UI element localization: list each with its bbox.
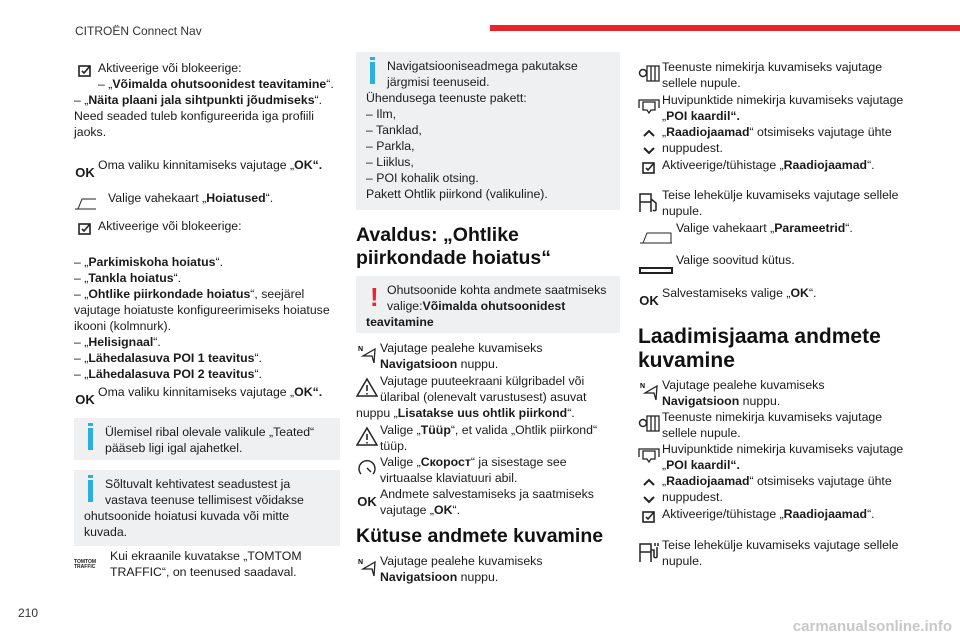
bold-text: OK“. <box>294 385 323 399</box>
info-icon <box>370 62 375 84</box>
paragraph-text <box>380 341 542 371</box>
paragraph-text <box>662 410 882 440</box>
text-segment: Vajutage puuteekraani külgribadel või ülaribal (olenevalt varustusest) asuvat nuppu „ <box>356 374 587 420</box>
chevron-up-down-icon <box>638 124 660 156</box>
checkbox-icon <box>638 506 660 536</box>
instruction-radio-search-2 <box>638 473 910 505</box>
info-icon <box>88 480 93 502</box>
paragraph-text <box>74 255 330 381</box>
bold-text: Parkimiskoha hoiatus <box>88 255 216 269</box>
paragraph-text <box>366 283 606 329</box>
text-segment: Valige vahekaart „ <box>676 221 775 235</box>
text-segment: Sõltuvalt kehtivatest seadustest ja vastava teenuse tellimisest võidakse ohutsoonide hoiatusi kuvada või mitte kuvada. <box>84 477 304 539</box>
text-segment: „ <box>662 125 667 139</box>
paragraph-text <box>366 59 578 201</box>
warning-options-list <box>74 254 342 382</box>
text-segment: Aktiveerige või blokeerige: – „ <box>98 61 242 91</box>
text-segment: Huvipunktide nimekirja kuvamiseks vajutage „ <box>662 93 904 123</box>
text-segment: Salvestamiseks valige „ <box>662 286 791 300</box>
text-segment: Vajutage pealehe kuvamiseks <box>380 341 543 355</box>
text-segment: “. <box>265 191 274 205</box>
warning-box <box>356 276 620 333</box>
text-segment: Teenuste nimekirja kuvamiseks vajutage sellele nupule. <box>662 60 883 90</box>
text-segment: “. <box>808 286 817 300</box>
paragraph-text <box>676 221 853 235</box>
instruction-ok-2 <box>74 384 342 414</box>
bold-text: Lähedalasuva POI 1 teavitus <box>88 351 255 365</box>
text-segment: “. <box>845 221 853 235</box>
services-map-icon <box>638 409 660 439</box>
bold-text: Ohtlike piirkondade hoiatus <box>88 287 251 301</box>
paragraph-text <box>105 425 314 455</box>
text-segment: “, et valida „Ohtlik piirkond“ tüüp. <box>380 423 598 453</box>
text-segment: nuppu. <box>457 357 499 371</box>
paragraph-text <box>662 538 899 568</box>
ok-icon: OK <box>639 293 659 308</box>
text-segment: Teise lehekülje kuvamiseks vajutage sellele nupule. <box>662 538 899 568</box>
text-segment: Vajutage pealehe kuvamiseks <box>662 378 825 392</box>
chevron-up-down-icon <box>638 473 660 505</box>
document-header-title: CITROËN Connect Nav <box>75 24 202 38</box>
paragraph-text <box>356 374 586 420</box>
text-segment: Oma valiku kinnitamiseks vajutage „ <box>98 385 295 399</box>
warning-triangle-icon <box>356 422 378 452</box>
instruction-activate <box>74 60 342 140</box>
text-segment: nuppu. <box>457 570 499 584</box>
text-segment: Teenuste nimekirja kuvamiseks vajutage sellele nupule. <box>662 410 883 440</box>
text-segment: Huvipunktide nimekirja kuvamiseks vajutage „ <box>662 442 904 472</box>
text-segment: nuppu. <box>739 394 781 408</box>
instruction-charging-page <box>638 537 910 569</box>
svg-text:N: N <box>358 559 364 566</box>
paragraph-text <box>98 158 322 172</box>
instruction-fuel-select <box>638 252 910 282</box>
exclamation-icon: ! <box>370 282 379 312</box>
instruction-type <box>356 422 620 454</box>
speedometer-icon <box>356 454 378 484</box>
bold-text: POI kaardil“. <box>666 458 740 472</box>
header-accent-bar <box>490 25 960 31</box>
paragraph-text <box>676 253 795 267</box>
ok-icon: OK <box>75 165 95 180</box>
text-segment: “. <box>254 367 262 381</box>
paragraph-text <box>108 191 273 205</box>
warning-triangle-icon <box>356 373 378 403</box>
section-heading-danger-zone: Avaldus: „Ohtlike piirkondade hoiatus“ <box>356 224 552 269</box>
selection-bar-icon <box>638 252 674 282</box>
bold-text: OK <box>434 503 453 517</box>
text-segment: Valige „ <box>380 455 421 469</box>
info-box-legal <box>74 470 340 546</box>
info-box-services <box>356 52 620 210</box>
paragraph-text <box>662 474 892 504</box>
instruction-save-send <box>356 486 620 518</box>
bold-text: OK <box>790 286 809 300</box>
bold-text: Lähedalasuva POI 2 teavitus <box>88 367 255 381</box>
checkbox-icon <box>74 218 96 248</box>
bold-text: Näita plaani jala sihtpunkti jõudmiseks <box>88 93 315 107</box>
paragraph-text <box>662 188 899 218</box>
text-segment: “. <box>567 406 575 420</box>
text-segment: “. – „ <box>74 255 223 285</box>
instruction-speed <box>356 454 620 486</box>
paragraph-text <box>74 61 334 139</box>
tab-icon <box>74 190 96 220</box>
navigation-icon <box>356 553 378 583</box>
instruction-poi-2 <box>638 441 910 473</box>
paragraph-text <box>662 125 892 155</box>
poi-icon <box>638 92 660 122</box>
tomtom-traffic-logo: TOMTOM TRAFFIC <box>74 559 97 570</box>
paragraph-text <box>662 507 875 521</box>
text-segment: “. – „ <box>74 351 262 381</box>
text-segment: “ otsimiseks vajutage ühte nuppudest. <box>662 125 892 155</box>
text-segment: “. – „ <box>74 77 334 107</box>
ok-icon: OK <box>75 392 95 407</box>
bold-text: Navigatsioon <box>380 357 458 371</box>
text-segment: “, seejärel vajutage hoiatuste konfigureerimiseks hoiatuse ikooni (kolmnurk). – „ <box>74 287 330 349</box>
text-segment: Vajutage pealehe kuvamiseks <box>380 554 543 568</box>
paragraph-text <box>380 487 594 517</box>
text-segment: “. <box>452 503 460 517</box>
charging-station-icon <box>638 537 660 567</box>
checkbox-icon <box>638 157 660 187</box>
instruction-radio-search <box>638 124 910 156</box>
text-segment: “. – „ <box>74 271 182 301</box>
text-segment: Valige „ <box>380 423 421 437</box>
instruction-services-2 <box>638 409 910 441</box>
text-segment: Aktiveerige/tühistage „ <box>662 158 784 172</box>
instruction-ok <box>74 157 342 187</box>
bold-text: OK“. <box>294 158 323 172</box>
info-icon <box>88 428 93 450</box>
checkbox-icon <box>74 60 96 90</box>
text-segment: “. Need seaded tuleb konfigureerida iga profiili jaoks. <box>74 93 323 139</box>
text-segment: “ otsimiseks vajutage ühte nuppudest. <box>662 474 892 504</box>
bold-text: Võimalda ohutsoonidest teavitamine <box>366 299 566 329</box>
instruction-poi <box>638 92 910 124</box>
paragraph-text <box>380 455 567 485</box>
services-map-icon <box>638 59 660 89</box>
text-segment: Kui ekraanile kuvatakse „TOMTOM TRAFFIC“, on teenused saadaval. <box>110 549 302 579</box>
bold-text: Lisatakse uus ohtlik piirkond <box>397 406 568 420</box>
instruction-fuel-page <box>638 187 910 219</box>
instruction-tab <box>74 190 342 220</box>
navigation-icon <box>356 340 378 370</box>
text-segment: „ <box>662 474 667 488</box>
bold-text: Raadiojaamad <box>783 507 868 521</box>
instruction-parameters-tab <box>638 220 910 250</box>
paragraph-text <box>662 60 882 90</box>
instruction-navigation-2 <box>356 553 620 585</box>
text-segment: Ülemisel ribal olevale valikule „Teated“ pääseb ligi igal ajahetkel. <box>105 425 315 455</box>
text-segment: “. – „ <box>74 335 161 365</box>
text-segment: Oma valiku kinnitamiseks vajutage „ <box>98 158 295 172</box>
bold-text: Tüüp <box>420 423 451 437</box>
bold-text: Raadiojaamad <box>666 125 750 139</box>
bold-text: Скорост <box>420 455 471 469</box>
bold-text: Raadiojaamad <box>666 474 750 488</box>
text-segment: Andmete salvestamiseks ja saatmiseks vajutage „ <box>380 487 594 517</box>
instruction-tomtom <box>74 548 342 580</box>
text-segment: Teise lehekülje kuvamiseks vajutage sellele nupule. <box>662 188 899 218</box>
info-box-notifications <box>74 418 340 460</box>
text-segment: Aktiveerige/tühistage „ <box>662 507 784 521</box>
bold-text: Helisignaal <box>88 335 154 349</box>
instruction-radio-toggle <box>638 157 910 187</box>
instruction-save <box>638 285 910 315</box>
instruction-services <box>638 59 910 91</box>
section-heading-fuel: Kütuse andmete kuvamine <box>356 525 604 547</box>
instruction-add-danger-zone <box>356 373 620 421</box>
section-heading-charging: Laadimisjaama andmete kuvamine <box>638 325 881 372</box>
page-number: 210 <box>18 606 39 620</box>
paragraph-text <box>98 385 322 399</box>
bold-text: Parameetrid <box>774 221 846 235</box>
watermark: carmanualsonline.info <box>792 618 952 635</box>
paragraph-text <box>662 158 875 172</box>
instruction-navigation <box>356 340 620 372</box>
bold-text: Navigatsioon <box>662 394 740 408</box>
paragraph-text <box>98 219 242 233</box>
text-segment: Valige vahekaart „ <box>108 191 207 205</box>
svg-text:N: N <box>358 346 364 353</box>
bold-text: Navigatsioon <box>380 570 458 584</box>
paragraph-text <box>380 554 542 584</box>
bold-text: Võimalda ohutsoonidest teavitamine <box>112 77 327 91</box>
fuel-pump-icon <box>638 187 660 217</box>
paragraph-text <box>662 442 903 472</box>
text-segment: “. <box>867 158 875 172</box>
instruction-radio-toggle-2 <box>638 506 910 536</box>
text-segment: Valige soovitud kütus. <box>676 253 795 267</box>
text-segment: “. <box>867 507 875 521</box>
bold-text: Raadiojaamad <box>783 158 868 172</box>
text-segment: “ ja sisestage see virtuaalse klaviatuuri abil. <box>380 455 567 485</box>
instruction-activate-2 <box>74 218 342 248</box>
text-segment: Ohutsoonide kohta andmete saatmiseks valige: <box>387 283 607 313</box>
navigation-icon <box>638 377 660 407</box>
text-segment: – „ <box>74 255 89 269</box>
ok-icon: OK <box>357 494 377 509</box>
bold-text: Tankla hoiatus <box>88 271 174 285</box>
paragraph-text <box>380 423 597 453</box>
tab-icon <box>638 220 674 250</box>
paragraph-text <box>662 93 903 123</box>
svg-text:N: N <box>640 383 646 390</box>
poi-icon <box>638 441 660 471</box>
paragraph-text <box>662 378 824 408</box>
paragraph-text <box>110 549 302 579</box>
instruction-navigation-3 <box>638 377 910 409</box>
paragraph-text <box>84 477 304 539</box>
bold-text: Hoiatused <box>206 191 266 205</box>
paragraph-text <box>662 286 816 300</box>
bold-text: POI kaardil“. <box>666 109 740 123</box>
text-segment: Navigatsiooniseadmega pakutakse järgmisi teenuseid. Ühendusega teenuste pakett: – Ilm, – Tanklad, – Parkla, – Liiklus, – POI kohalik otsing. Pakett Ohtlik piirkond (valikuline). <box>366 59 578 201</box>
text-segment: Aktiveerige või blokeerige: <box>98 219 242 233</box>
